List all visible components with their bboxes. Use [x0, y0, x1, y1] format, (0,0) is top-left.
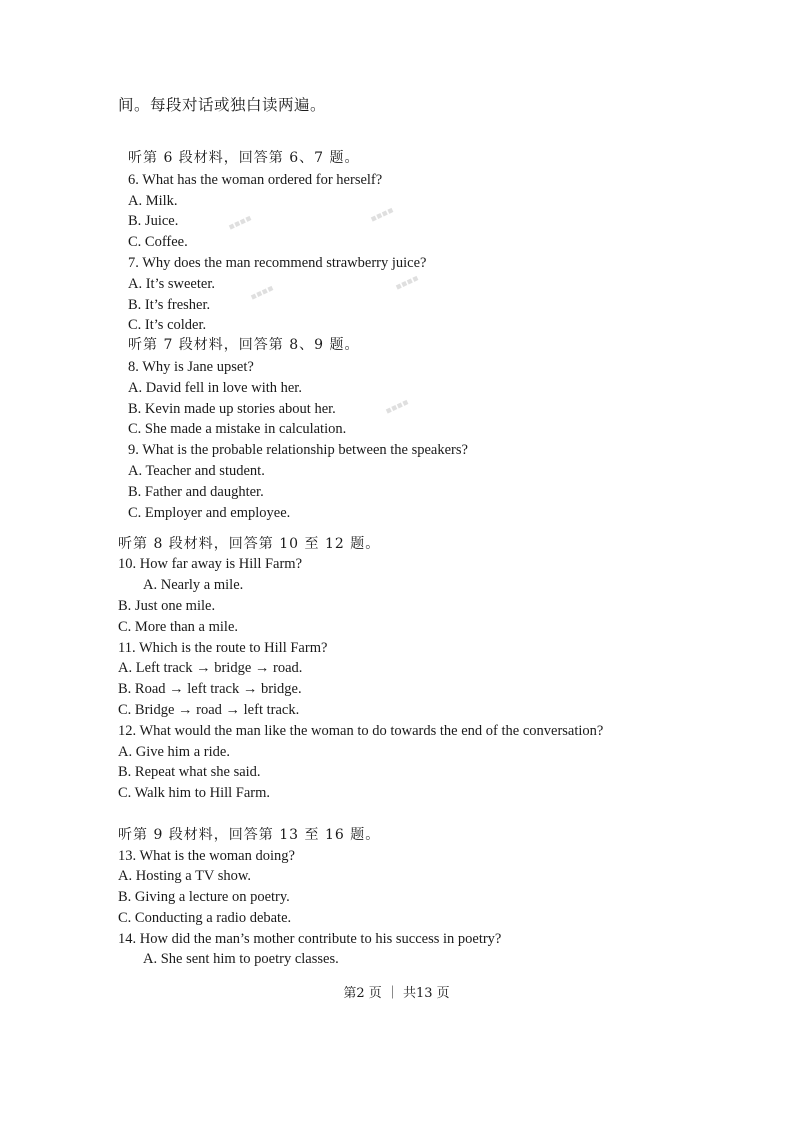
watermark: ▪▪▪▪ [394, 273, 421, 293]
option-line: C. Employer and employee. [128, 505, 291, 521]
option-line: A. Left track → bridge → road. [118, 660, 303, 676]
option-line: C. Bridge → road → left track. [118, 702, 300, 718]
question-line: 6. What has the woman ordered for herself? [128, 172, 383, 188]
page-footer: 第2 页 ｜ 共13 页 [343, 986, 450, 1001]
question-line: 12. What would the man like the woman to do towards the end of the conversation? [118, 723, 604, 739]
intro-line: 间。每段对话或独白读两遍。 [118, 96, 327, 114]
option-line: A. Nearly a mile. [143, 577, 244, 593]
option-line: A. Hosting a TV show. [118, 868, 252, 884]
option-line: A. Milk. [128, 193, 178, 209]
option-line: A. David fell in love with her. [128, 380, 302, 396]
option-line: A. Teacher and student. [128, 463, 265, 479]
question-line: 8. Why is Jane upset? [128, 359, 254, 375]
watermark: ▪▪▪▪ [249, 283, 276, 303]
watermark: ▪▪▪▪ [227, 213, 254, 233]
question-line: 7. Why does the man recommend strawberry juice? [128, 255, 427, 271]
option-line: A. Give him a ride. [118, 744, 230, 760]
question-line: 9. What is the probable relationship between the speakers? [128, 442, 468, 458]
option-line: C. Conducting a radio debate. [118, 910, 292, 926]
option-line: B. It’s fresher. [128, 297, 211, 313]
section-heading: 听第 6 段材料，回答第 6、7 题。 [128, 150, 360, 166]
question-line: 13. What is the woman doing? [118, 848, 295, 864]
section-heading: 听第 7 段材料，回答第 8、9 题。 [128, 337, 360, 353]
option-line: C. Coffee. [128, 234, 188, 250]
option-line: C. More than a mile. [118, 619, 239, 635]
option-line: C. She made a mistake in calculation. [128, 421, 347, 437]
question-line: 11. Which is the route to Hill Farm? [118, 640, 328, 656]
watermark: ▪▪▪▪ [369, 205, 396, 225]
option-line: B. Repeat what she said. [118, 764, 261, 780]
option-line: B. Kevin made up stories about her. [128, 401, 336, 417]
question-line: 14. How did the man’s mother contribute to his success in poetry? [118, 931, 502, 947]
option-line: B. Road → left track → bridge. [118, 681, 302, 697]
option-line: B. Juice. [128, 213, 179, 229]
option-line: C. Walk him to Hill Farm. [118, 785, 271, 801]
option-line: C. It’s colder. [128, 317, 207, 333]
option-line: A. It’s sweeter. [128, 276, 215, 292]
option-line: B. Father and daughter. [128, 484, 264, 500]
option-line: A. She sent him to poetry classes. [143, 951, 339, 967]
section-heading: 听第 9 段材料，回答第 13 至 16 题。 [118, 827, 381, 843]
watermark: ▪▪▪▪ [384, 397, 411, 417]
option-line: B. Giving a lecture on poetry. [118, 889, 290, 905]
section-heading: 听第 8 段材料，回答第 10 至 12 题。 [118, 536, 381, 552]
question-line: 10. How far away is Hill Farm? [118, 556, 303, 572]
option-line: B. Just one mile. [118, 598, 216, 614]
